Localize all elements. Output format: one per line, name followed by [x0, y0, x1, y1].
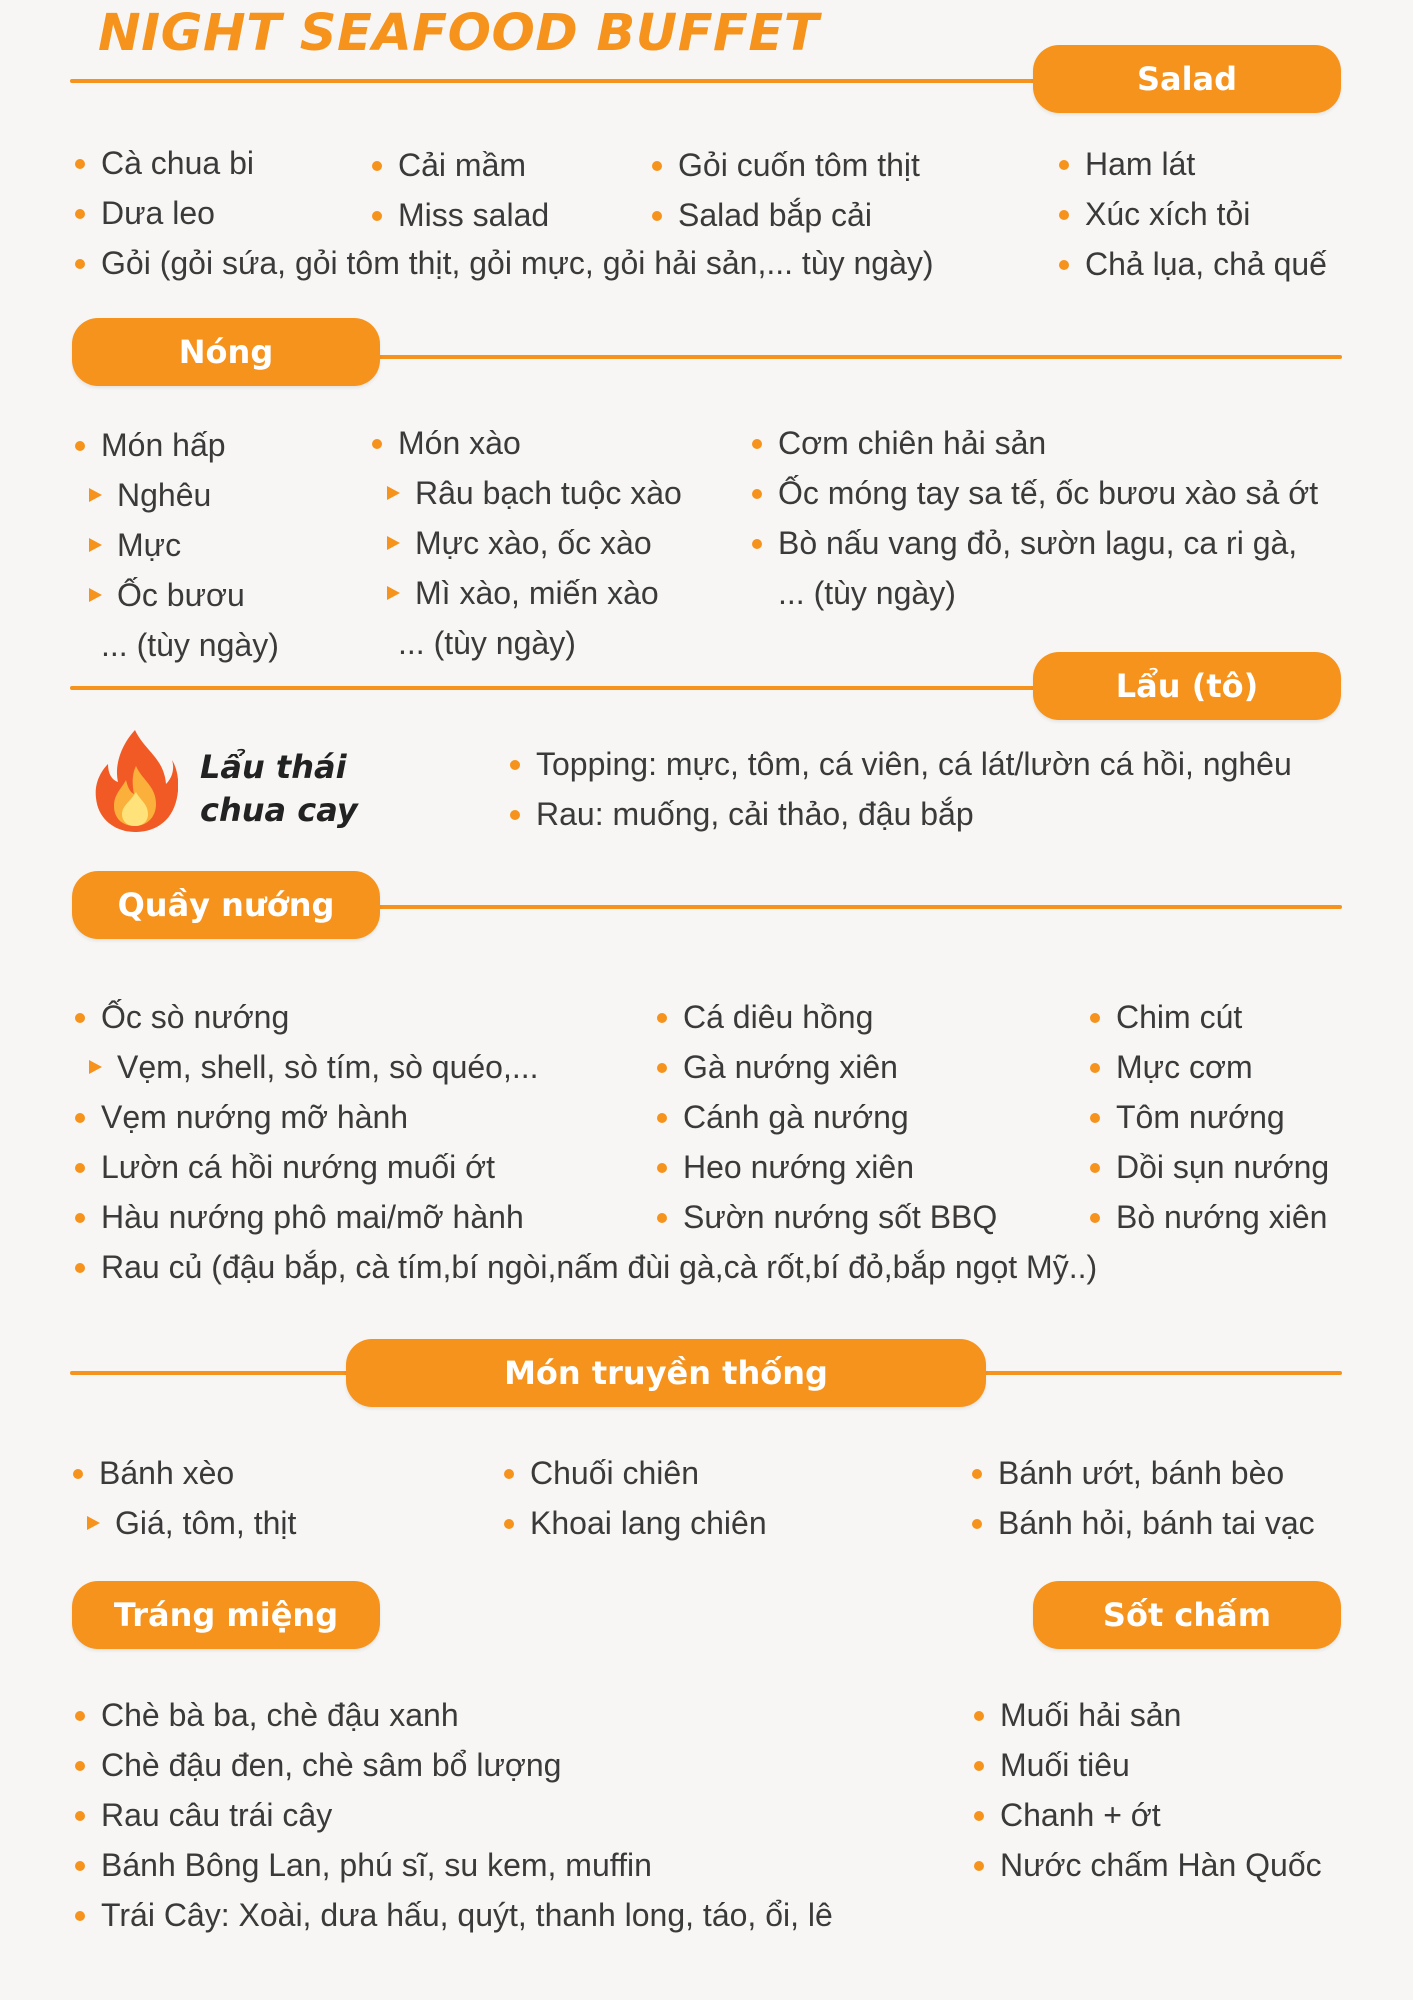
list-item: Trái Cây: Xoài, dưa hấu, quýt, thanh long, táo, ổi, lê: [101, 1897, 833, 1933]
list-subitem: Mì xào, miến xào: [415, 575, 659, 611]
list-item: Rau củ (đậu bắp, cà tím,bí ngòi,nấm đùi gà,cà rốt,bí đỏ,bắp ngọt Mỹ..): [101, 1249, 1098, 1285]
list-item: Chè đậu đen, chè sâm bổ lượng: [101, 1747, 562, 1783]
hotpot-name-line1: Lẩu thái: [200, 748, 347, 786]
section-header-lau: Lẩu (tô): [1033, 652, 1341, 720]
list-item: Món hấp: [101, 427, 226, 463]
section-header-salad: Salad: [1033, 45, 1341, 113]
list-item: Chè bà ba, chè đậu xanh: [101, 1697, 459, 1733]
list-item: Chuối chiên: [530, 1455, 699, 1491]
lau-divider: [70, 686, 1050, 690]
list-item: Cơm chiên hải sản: [778, 425, 1047, 461]
list-note: ... (tùy ngày): [778, 575, 956, 611]
list-item: Cá diêu hồng: [683, 999, 874, 1035]
list-item: Bò nướng xiên: [1116, 1199, 1328, 1235]
list-item: Gỏi cuốn tôm thịt: [678, 147, 920, 183]
list-item: Ốc móng tay sa tế, ốc bươu xào sả ớt: [778, 475, 1319, 511]
list-item: Cà chua bi: [101, 145, 254, 181]
list-item: Muối tiêu: [1000, 1747, 1130, 1783]
list-note: ... (tùy ngày): [101, 627, 279, 663]
list-item: Muối hải sản: [1000, 1697, 1182, 1733]
list-item: Xúc xích tỏi: [1085, 196, 1251, 232]
salad-divider: [70, 79, 1050, 83]
list-item: Hàu nướng phô mai/mỡ hành: [101, 1199, 524, 1235]
list-item: Chanh + ớt: [1000, 1797, 1161, 1833]
list-item: Topping: mực, tôm, cá viên, cá lát/lườn cá hồi, nghêu: [536, 746, 1292, 782]
list-item: Miss salad: [398, 197, 550, 233]
section-header-nong: Nóng: [72, 318, 380, 386]
list-item: Dưa leo: [101, 195, 215, 231]
list-item: Bánh ướt, bánh bèo: [998, 1455, 1285, 1491]
section-header-nuong: Quầy nướng: [72, 871, 380, 939]
list-item: Cánh gà nướng: [683, 1099, 909, 1135]
list-item: Tôm nướng: [1116, 1099, 1285, 1135]
list-subitem: Giá, tôm, thịt: [115, 1505, 297, 1541]
nuong-divider: [360, 905, 1342, 909]
nong-divider: [360, 355, 1342, 359]
list-subitem: Ốc bươu: [117, 577, 245, 613]
list-item: Nước chấm Hàn Quốc: [1000, 1847, 1322, 1883]
list-item: Cải mầm: [398, 147, 527, 183]
list-item: Rau câu trái cây: [101, 1797, 333, 1833]
list-item: Gỏi (gỏi sứa, gỏi tôm thịt, gỏi mực, gỏi hải sản,... tùy ngày): [101, 245, 934, 281]
list-item: Sườn nướng sốt BBQ: [683, 1199, 998, 1235]
list-item: Ham lát: [1085, 146, 1196, 182]
section-header-trang-mieng: Tráng miệng: [72, 1581, 380, 1649]
list-subitem: Mực xào, ốc xào: [415, 525, 652, 561]
list-item: Bò nấu vang đỏ, sườn lagu, ca ri gà,: [778, 525, 1298, 561]
list-item: Lườn cá hồi nướng muối ớt: [101, 1149, 495, 1185]
list-item: Món xào: [398, 425, 521, 461]
list-item: Salad bắp cải: [678, 197, 872, 233]
list-item: Chả lụa, chả quế: [1085, 246, 1327, 282]
section-header-sot-cham: Sốt chấm: [1033, 1581, 1341, 1649]
list-note: ... (tùy ngày): [398, 625, 576, 661]
list-item: Chim cút: [1116, 999, 1243, 1035]
fire-icon: [92, 728, 178, 832]
hotpot-name-line2: chua cay: [200, 791, 358, 829]
list-item: Mực cơm: [1116, 1049, 1253, 1085]
list-item: Khoai lang chiên: [530, 1505, 767, 1541]
list-subitem: Mực: [117, 527, 182, 563]
list-subitem: Nghêu: [117, 477, 212, 513]
section-header-truyen-thong: Món truyền thống: [346, 1339, 986, 1407]
list-item: Vẹm nướng mỡ hành: [101, 1099, 409, 1135]
list-subitem: Râu bạch tuộc xào: [415, 475, 682, 511]
list-subitem: Vẹm, shell, sò tím, sò quéo,...: [117, 1049, 539, 1085]
list-item: Bánh hỏi, bánh tai vạc: [998, 1505, 1315, 1541]
list-item: Bánh xèo: [99, 1455, 235, 1491]
list-item: Gà nướng xiên: [683, 1049, 898, 1085]
list-item: Dồi sụn nướng: [1116, 1149, 1330, 1185]
list-item: Heo nướng xiên: [683, 1149, 914, 1185]
list-item: Bánh Bông Lan, phú sĩ, su kem, muffin: [101, 1847, 652, 1883]
page-title: NIGHT SEAFOOD BUFFET: [98, 4, 820, 63]
list-item: Ốc sò nướng: [101, 999, 290, 1035]
list-item: Rau: muống, cải thảo, đậu bắp: [536, 796, 974, 832]
